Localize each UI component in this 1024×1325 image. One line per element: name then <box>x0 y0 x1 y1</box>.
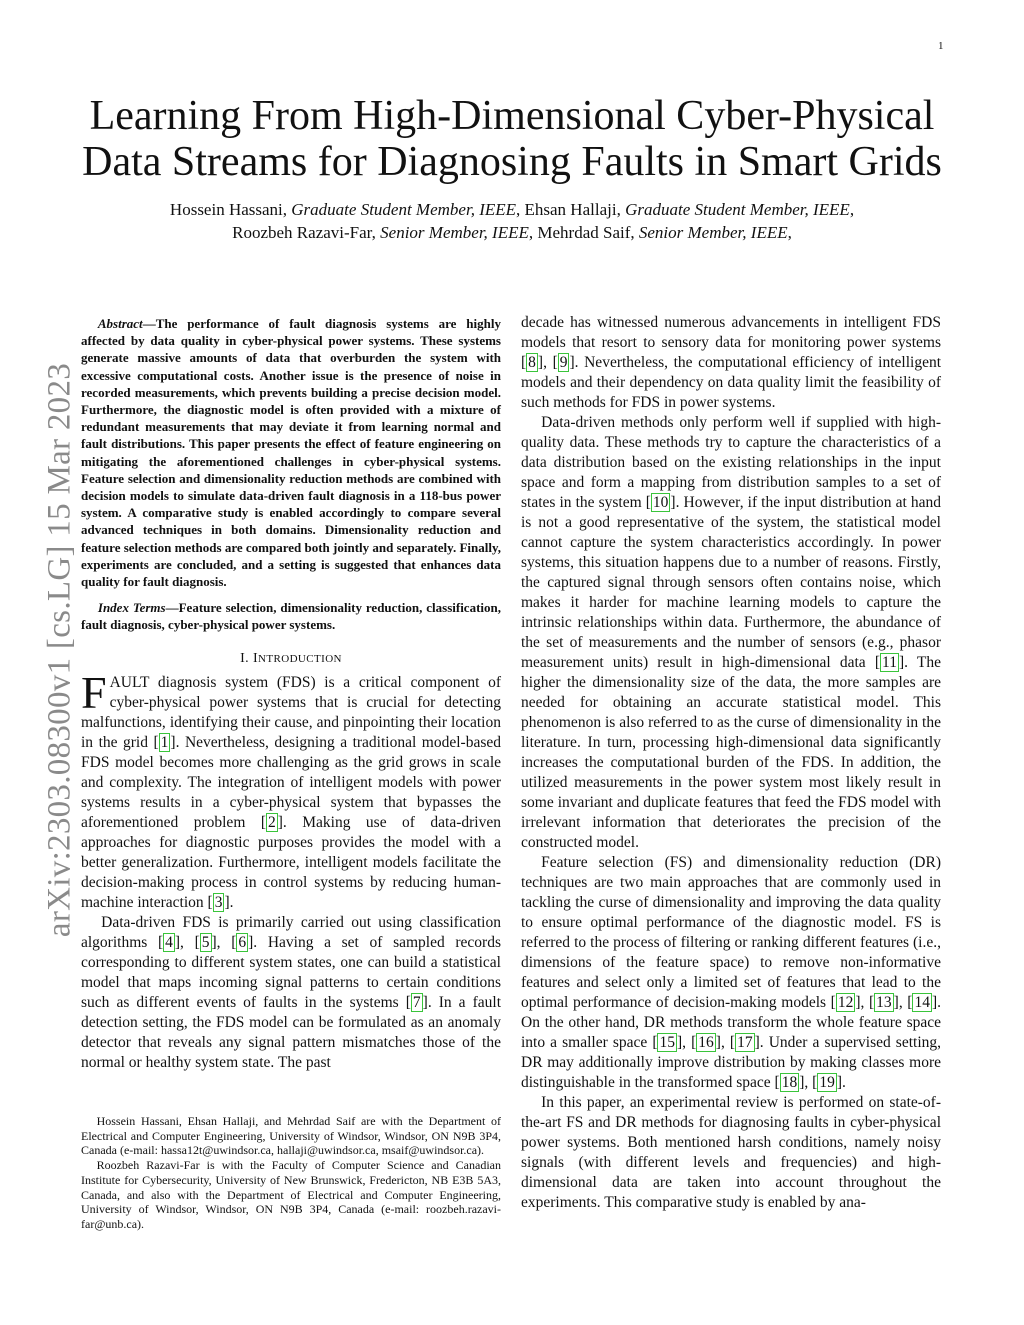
author-membership: Senior Member, IEEE <box>638 223 788 242</box>
body-paragraph-fs-dr: Feature selection (FS) and dimensionality reduction (DR) techniques are two main approaches that are commonly used in tackling the curse of dimensionality and improving the data quality to ensure optimal performance of the diagnostic model. FS is referred to the process of filtering or ranking different features (i.e., dimensions of the feature space) to remove non-informative features and select only a limited set of features that lead to the optimal performance of decision-making models [ 12 ], [ 13 ], [ 14 ]. On the other hand, DR methods transform the whole feature space into a smaller space [ 15 ], [ 16 ], [ 17 ]. Under a supervised setting, DR may additionally improve distribution by making classes more distinguishable in the transformed space [ 18 ], [ 19 ]. <box>521 854 942 1091</box>
paragraph-text: . Nevertheless, the computational efficiency of intelligent models and their dependency on data quality limit the feasibility of such methods for FDS in power systems. <box>521 354 942 411</box>
right-column <box>521 313 941 1213</box>
citation-link[interactable]: 17 <box>737 1034 753 1051</box>
author-line-1 <box>0 198 1024 221</box>
paragraph-text: . Under a supervised setting, DR may additionally improve distribution by making classes more distinguishable in the transformed space <box>521 1034 942 1091</box>
citation-link[interactable]: 6 <box>238 933 247 951</box>
body-paragraph-data-driven: Data-driven methods only perform well if supplied with high-quality data. These methods try to capture the characteristics of a data distribution based on the existing relationships in the input space and form a mapping from distribution samples to a set of states in the system [ 10 ]. However, if the input distribution at hand is not a good representative of the system, the statistical model cannot capture the system characteristics accordingly. In power systems, this situation happens due to a number of reasons. Firstly, the captured signal through sensors often contains noise, which makes it harder for machine learning models to capture the intrinsic relationships within data. Furthermore, the abundance of the set of measurements and the number of sensors (e.g., phasor measurement units) result in high-dimensional data [ 11 ]. The higher the dimensionality size of the data, the more samples are needed for obtaining an accurate statistical model. This phenomenon is also referred to as the curse of dimensionality in the literature. In turn, processing high-dimensional data significantly increases the computational burden of the FDS. In addition, the utilized measurements in the power system most likely result in some invariant and duplicate features that feed the FDS model with irrelevant information that deteriorates the precision of the constructed model. <box>521 414 942 851</box>
paragraph-text: . On the other hand, DR methods transform the whole feature space into a smaller space <box>521 994 942 1051</box>
author-separator: , <box>787 223 792 242</box>
citation-link[interactable]: 5 <box>201 933 210 951</box>
page-number: 1 <box>938 40 944 52</box>
citation-separator: , <box>216 933 232 951</box>
body-paragraph-continued: decade has witnessed numerous advancements in intelligent FDS models that resort to sensory data for monitoring power systems [ 8 ], [ 9 ]. Nevertheless, the computational efficiency of intelligent models and their dependency on data quality limit the feasibility of such methods for FDS in power systems. <box>521 314 942 411</box>
paragraph-text: . The higher the dimensionality size of the data, the more samples are needed for obtaining an accurate statistical model. This phenomenon is also referred to as the curse of dimensionality in the literature. In turn, processing high-dimensional data significantly increases the computational burden of the FDS. In addition, the utilized measurements in the power system most likely result in some invariant and duplicate features that feed the FDS model with irrelevant information that deteriorates the precision of the constructed model. <box>521 654 942 851</box>
citation-separator: , <box>804 1074 813 1091</box>
section-initial: I <box>252 650 259 666</box>
citation-link[interactable]: 15 <box>659 1034 675 1051</box>
paragraph-text: decade has witnessed numerous advancements in intelligent FDS models that resort to sensory data for monitoring power systems <box>521 314 941 351</box>
section-title-smallcaps: NTRODUCTION <box>258 652 342 665</box>
author-name: Hossein Hassani, <box>169 200 292 219</box>
paragraph-text: . Making use of data-driven approaches for diagnostic purposes provides the model with a better generalization. Furthermore, intelligent models facilitate the decision-making process in control systems by reducing human-machine interaction <box>81 813 501 911</box>
author-membership: Graduate Student Member, IEEE <box>625 200 850 219</box>
citation-link[interactable]: 16 <box>698 1034 714 1051</box>
author-membership: Senior Member, IEEE <box>380 223 529 242</box>
author-separator: , <box>849 200 855 219</box>
citation-link[interactable]: 2 <box>268 813 276 831</box>
paragraph-text: . <box>841 1074 846 1091</box>
citation-separator: , <box>682 1034 692 1051</box>
title-line-2: Data Streams for Diagnosing Faults in Smart Grids <box>82 139 942 185</box>
paragraph-text: . <box>229 893 234 911</box>
citation-link[interactable]: 13 <box>876 994 892 1011</box>
intro-paragraph-1: FAULT diagnosis system (FDS) is a critical component of cyber-physical power systems that is crucial for detecting malfunctions, identifying their cause, and pinpointing their location in the grid [ 1 ]. Nevertheless, designing a traditional model-based FDS model becomes more challenging as the grid grows in scale and complexity. The integration of intelligent models with power systems results in a cyber-physical system that bypasses the aforementioned problem [ 2 ]. Making use of data-driven approaches for diagnostic purposes provides the model with a better generalization. Furthermore, intelligent models facilitate the decision-making process in control systems by reducing human-machine interaction [ 3 ]. <box>81 666 501 911</box>
arxiv-identifier-stamp: arXiv:2303.08300v1 [cs.LG] 15 Mar 2023 <box>41 362 78 938</box>
citation-link[interactable]: 10 <box>652 494 669 511</box>
citation-link[interactable]: 19 <box>819 1074 835 1091</box>
citation-separator: , <box>180 933 195 951</box>
author-list <box>0 198 1024 244</box>
citation-link[interactable]: 14 <box>914 994 930 1011</box>
citation-link[interactable]: 11 <box>882 654 897 671</box>
citation-link[interactable]: 7 <box>412 993 421 1011</box>
author-name: , Mehrdad Saif, <box>528 223 639 242</box>
intro-paragraph-2: Data-driven FDS is primarily carried out using classification algorithms [ 4 ], [ 5 ], [ 6 ]. Having a set of sampled records corresponding to different system states, one can build a statistical model that maps incoming signal patterns to certain conditions such as different events of faults in the systems [ 7 ]. In a fault detection setting, the FDS model can be formulated as an anomaly detector that reveals any signal pattern mismatches those of the normal or healthy system state. The past <box>81 913 501 1071</box>
citation-separator: , <box>860 994 869 1011</box>
citation-link[interactable]: 1 <box>160 733 169 751</box>
author-footnotes <box>81 1114 501 1232</box>
author-name: , Ehsan Hallaji, <box>516 200 626 219</box>
paragraph-text: . In a fault detection setting, the FDS model can be formulated as an anomaly detector that reveals any signal pattern mismatches those of the normal or healthy system state. The past <box>81 993 501 1071</box>
author-name: Roozbeh Razavi-Far, <box>232 223 381 242</box>
section-heading-introduction <box>81 649 501 669</box>
citation-link[interactable]: 8 <box>528 354 536 371</box>
body-paragraph-this-paper: In this paper, an experimental review is performed on state-of-the-art FS and DR methods for diagnosing faults in cyber-physical power systems. Both mentioned harsh conditions, namely noisy signals (with different levels and frequencies) and high-dimensional data are taken into account throughout the experiments. This comparative study is enabled by ana- <box>521 1094 941 1211</box>
paper-title <box>0 93 1024 185</box>
paragraph-text: Feature selection (FS) and dimensionality reduction (DR) techniques are two main approaches that are commonly used in tackling the curse of dimensionality and improving the data quality to ensure optimal performance of the diagnostic model. FS is referred to the process of filtering or ranking different features (i.e., dimensions of the feature space) to remove non-informative features and select only a limited set of features that lead to the optimal performance of decision-making models <box>521 854 941 1011</box>
citation-link[interactable]: 18 <box>781 1074 798 1091</box>
citation-link[interactable]: 9 <box>559 354 568 371</box>
abstract-label: Abstract <box>97 316 143 331</box>
author-line-2 <box>0 221 1024 244</box>
drop-cap-letter: F <box>81 666 107 718</box>
index-terms-text: —Feature selection, dimensionality reduction, classification, fault diagnosis, cyber-physical power systems. <box>81 600 501 633</box>
paragraph-text: . Nevertheless, designing a traditional model-based FDS model becomes more challenging as the grid grows in scale and complexity. The integration of intelligent models with power systems results in a cyber-physical system that bypasses the aforementioned problem <box>81 733 501 831</box>
paragraph-text: Data-driven methods only perform well if supplied with high-quality data. These methods try to capture the characteristics of a data distribution based on the existing relationships in the input space and form a mapping from distribution samples to a set of states in the system <box>521 414 941 511</box>
author-membership: Graduate Student Member, IEEE <box>291 200 517 219</box>
footnote-affiliation-2: Roozbeh Razavi-Far is with the Faculty of Computer Science and Canadian Institute for Cybersecurity, University of New Brunswick, Fredericton, NB E3B 5A3, Canada, and also with the Department of Electrical and Computer Engineering, University of Windsor, Windsor, ON N9B 3P4, Canada (e-mail: roozbeh.razavi-far@unb.ca). <box>81 1158 501 1231</box>
section-number: I. <box>240 650 253 666</box>
abstract-text: —The performance of fault diagnosis systems are highly affected by data quality in cyber-physical power systems. These systems generate massive amounts of data that overburden the system with excessive computational costs. Another issue is the presence of noise in recorded measurements, which prevents building a precise decision model. Furthermore, the diagnostic model is often provided with a mixture of redundant measurements that may deviate it from learning normal and fault distributions. This paper presents the effect of feature engineering on mitigating the aforementioned challenges in cyber-physical systems. Feature selection and dimensionality reduction methods are combined with decision models to simulate data-driven fault diagnosis in a 118-bus power system. A comparative study is enabled accordingly to compare several advanced techniques in both domains. Dimensionality reduction and feature selection methods are compared both jointly and separately. Finally, experiments are concluded, and a setting is suggested that enhances data quality for fault diagnosis. <box>81 316 501 590</box>
paragraph-text: Data-driven FDS is primarily carried out using classification algorithms <box>81 913 501 951</box>
citation-separator: , <box>720 1034 730 1051</box>
title-line-1: Learning From High-Dimensional Cyber-Physical <box>89 93 935 139</box>
abstract <box>81 315 501 590</box>
index-terms-label: Index Terms <box>97 600 166 616</box>
paragraph-text: AULT diagnosis system (FDS) is a critical component of cyber-physical power systems that is crucial for detecting malfunctions, identifying their cause, and pinpointing their location in the grid <box>81 673 501 751</box>
paragraph-text: . Having a set of sampled records corresponding to different system states, one can build a statistical model that maps incoming signal patterns to certain conditions such as different events of faults in the systems <box>81 933 501 1011</box>
index-terms <box>81 599 501 633</box>
citation-separator: , <box>898 994 908 1011</box>
left-column <box>81 315 501 1073</box>
citation-link[interactable]: 12 <box>837 994 854 1011</box>
footnote-affiliation-1: Hossein Hassani, Ehsan Hallaji, and Mehrdad Saif are with the Department of Electrical and Computer Engineering, University of Windsor, Windsor, ON N9B 3P4, Canada (e-mail: hassa12t@uwindsor.ca, hallaji@uwindsor.ca, msaif@uwindsor.ca). <box>81 1114 501 1158</box>
citation-link[interactable]: 3 <box>214 893 223 911</box>
citation-separator: , <box>543 354 553 371</box>
citation-link[interactable]: 4 <box>165 933 173 951</box>
paragraph-text: . However, if the input distribution at hand is not a good representative of the system, the statistical model cannot capture the system characteristics accordingly. In power systems, this situation happens due to a number of reasons. Firstly, the captured signal through sensors often contains noise, which makes it harder for machine learning models to capture the intrinsic relationships within data. Furthermore, the abundance of the set of measurements and the number of sensors (e.g., phasor measurement units) result in high-dimensional data <box>521 494 941 671</box>
